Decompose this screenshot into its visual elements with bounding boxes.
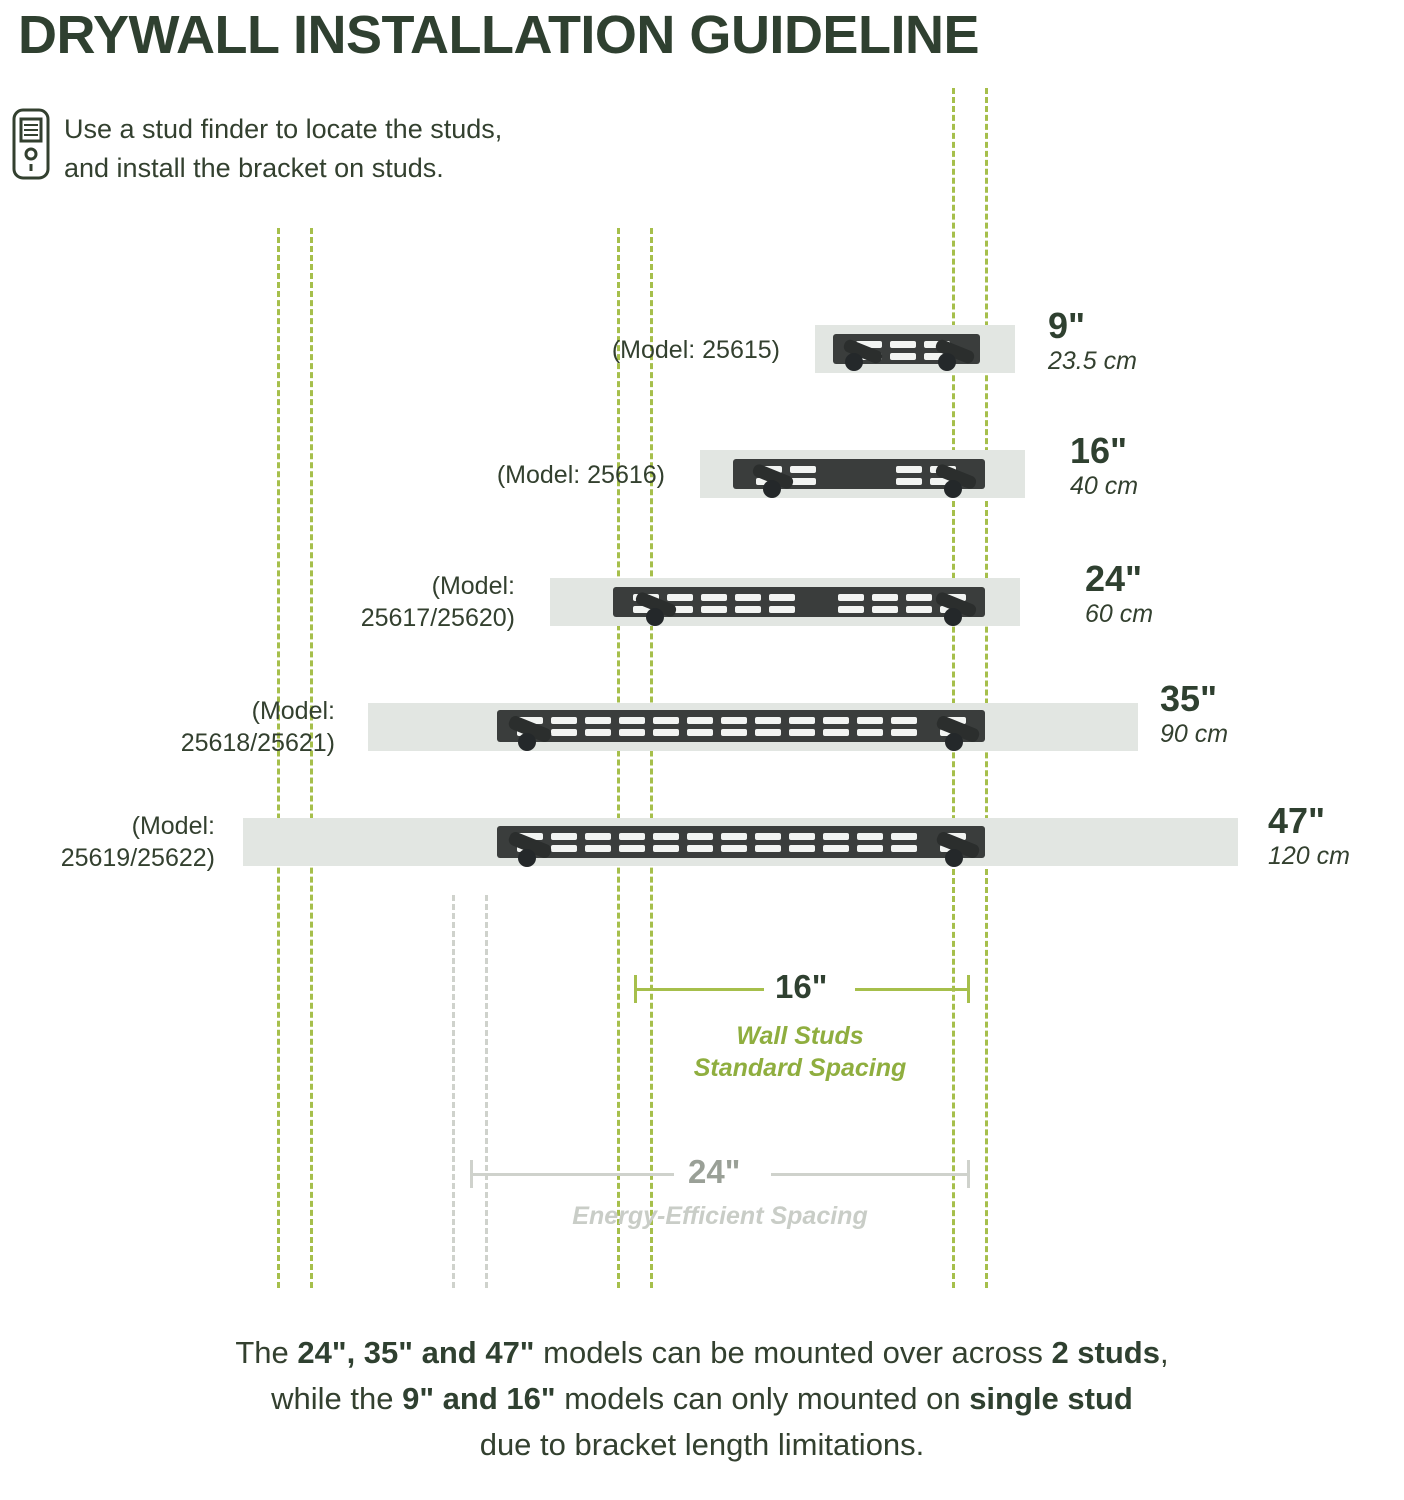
bracket-slot [891,717,917,724]
stud-finder-note [64,110,502,188]
bracket-hook-cap [518,733,536,751]
bracket-slot [551,729,577,736]
footer-l1-c: models can be mounted over across [534,1335,1052,1370]
footer-note [0,1330,1404,1468]
footer-l1-d: 2 studs [1051,1335,1160,1370]
stud-line-mid-a [617,228,620,1288]
bracket-slot [619,717,645,724]
bracket-slot [551,717,577,724]
stud-line-right-a [952,88,955,1288]
bracket-slot [585,729,611,736]
bracket-slot [721,717,747,724]
bracket-slot [857,729,883,736]
bracket-slot [619,729,645,736]
measure-caption-line-1: Wall Studs [736,1022,864,1050]
bracket-slot [906,606,932,613]
stud-finder-icon [12,108,50,180]
bracket-slot [585,717,611,724]
measure-value-24in: 24" [688,1153,741,1190]
bracket-slot [701,606,727,613]
stud-line-grey-a [452,895,455,1288]
model-label-24in [185,570,515,634]
bracket-slot [551,833,577,840]
measure-value-16in: 16" [775,968,828,1005]
bracket-slot [789,729,815,736]
model-label-47in [0,810,215,874]
measure-caption-line-2: Standard Spacing [693,1054,907,1082]
bracket-hook-cap [845,353,863,371]
size-label-47in: 47" [1268,800,1326,841]
bracket-slot [653,833,679,840]
bracket-slot [891,833,917,840]
bracket-slot [687,729,713,736]
bracket-slot [891,845,917,852]
model-label-35in [5,695,335,759]
bracket-hook-cap [763,480,781,498]
model-label-line-2: 25618/25621) [180,729,335,757]
size-cm-35in: 90 cm [1160,720,1229,748]
model-label-9in: (Model: 25615) [611,336,780,364]
bracket-slot [823,845,849,852]
stud-line-right-b [985,88,988,1288]
footer-l1-e: , [1159,1335,1169,1370]
bracket-slot [823,729,849,736]
bracket-slot [857,845,883,852]
bracket-slot [687,845,713,852]
bracket-slot [872,606,898,613]
bracket-47in [497,826,985,858]
bracket-slot [857,717,883,724]
bracket-hook-cap [945,733,963,751]
bracket-slot [789,845,815,852]
bracket-slot [755,833,781,840]
bracket-slot [687,833,713,840]
bracket-slot [755,717,781,724]
footer-l2-b: 9" and 16" [402,1381,556,1416]
size-cm-9in: 23.5 cm [1048,347,1137,375]
footer-l2-d: single stud [969,1381,1133,1416]
footer-l1-a: The [235,1335,298,1370]
bracket-35in [497,710,985,742]
bracket-slot [823,833,849,840]
footer-line-1 [0,1330,1404,1376]
measure-caption-line-1: Energy-Efficient Spacing [572,1202,868,1230]
bracket-slot [721,833,747,840]
bracket-slot [789,833,815,840]
bracket-slot [838,606,864,613]
bracket-slot [755,729,781,736]
bracket-hook-cap [518,849,536,867]
footer-l2-a: while the [271,1381,403,1416]
bracket-slot [735,594,761,601]
bracket-slot [790,466,816,473]
page-title: DRYWALL INSTALLATION GUIDELINE [18,5,979,65]
bracket-slot [906,594,932,601]
bracket-slot [653,717,679,724]
model-label-line-1: (Model: [251,697,335,725]
bracket-hook-cap [944,608,962,626]
bracket-slot [891,729,917,736]
size-cm-47in: 120 cm [1268,842,1350,870]
bracket-slot [653,729,679,736]
bracket-slot [721,729,747,736]
bracket-slot [585,833,611,840]
bracket-slot [585,845,611,852]
measure-line-24in-right [771,1173,969,1176]
size-cm-16in: 40 cm [1070,472,1139,500]
model-label-line-1: (Model: [131,812,215,840]
bracket-hook-cap [944,480,962,498]
bracket-slot [721,845,747,852]
size-label-35in: 35" [1160,678,1218,719]
footer-l1-b: 24", 35" and 47" [297,1335,535,1370]
bracket-slot [790,478,816,485]
bracket-slot [667,594,693,601]
footer-line-3: due to bracket length limitations. [479,1427,925,1462]
size-label-24in: 24" [1085,558,1143,599]
note-line-1: Use a stud finder to locate the studs, [64,114,503,144]
model-label-16in: (Model: 25616) [496,461,665,489]
bracket-slot [619,833,645,840]
measure-caption-24in [520,1200,920,1232]
footer-line-2 [0,1376,1404,1422]
bracket-slot [687,717,713,724]
measure-line-16in-left [634,988,764,991]
bracket-slot [823,717,849,724]
bracket-slot [755,845,781,852]
bracket-slot [890,353,916,360]
note-line-2: and install the bracket on studs. [64,153,444,183]
bracket-slot [735,606,761,613]
bracket-slot [896,478,922,485]
bracket-slot [857,833,883,840]
bracket-hook-cap [646,608,664,626]
footer-l2-c: models can only mounted on [555,1381,970,1416]
bracket-slot [619,845,645,852]
bracket-slot [890,341,916,348]
bracket-slot [838,594,864,601]
model-label-line-1: (Model: [431,572,515,600]
bracket-slot [769,594,795,601]
measure-line-24in-left [470,1173,674,1176]
bracket-hook-cap [938,353,956,371]
bracket-slot [872,594,898,601]
bracket-slot [701,594,727,601]
bracket-slot [769,606,795,613]
bracket-slot [789,717,815,724]
size-cm-24in: 60 cm [1085,600,1154,628]
measure-caption-16in [600,1020,1000,1084]
stud-line-mid-b [650,228,653,1288]
size-label-9in: 9" [1048,305,1086,346]
bracket-slot [551,845,577,852]
stud-line-grey-b [485,895,488,1288]
size-label-16in: 16" [1070,430,1128,471]
bracket-slot [896,466,922,473]
bracket-hook-cap [945,849,963,867]
bracket-slot [653,845,679,852]
measure-line-16in-right [855,988,969,991]
model-label-line-2: 25617/25620) [360,604,515,632]
model-label-line-2: 25619/25622) [60,844,215,872]
